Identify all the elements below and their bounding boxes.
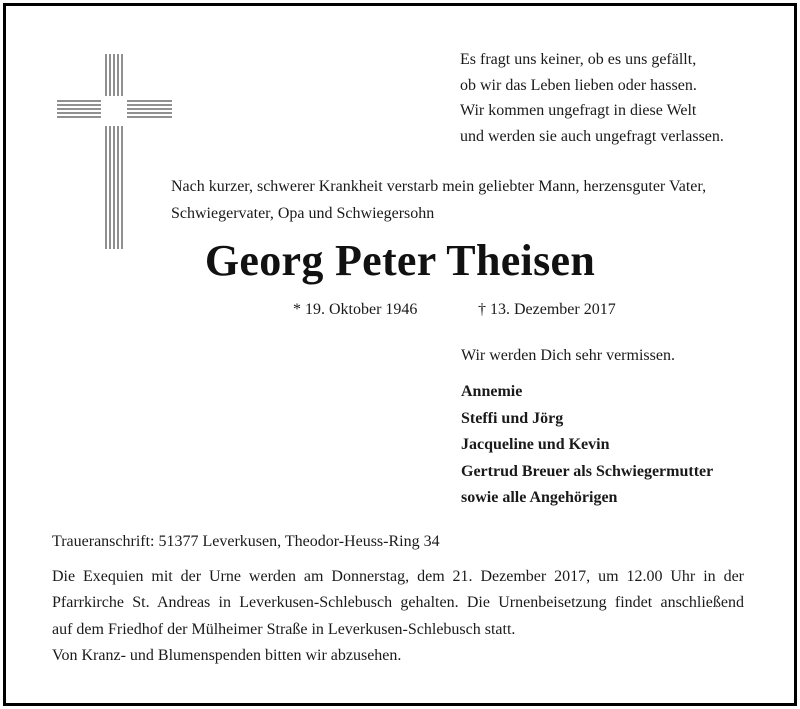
poem-line: Es fragt uns keiner, ob es uns gefällt, [460,51,697,68]
intro-text [171,173,706,227]
cross-icon [57,54,177,254]
intro-line: Schwiegervater, Opa und Schwiegersohn [171,205,435,222]
mourning-address: Traueranschrift: 51377 Leverkusen, Theodor-Heuss-Ring 34 [52,533,440,550]
miss-text: Wir werden Dich sehr vermissen. [461,347,675,364]
poem-line: und werden sie auch ungefragt verlassen. [460,127,724,145]
poem-line: Wir kommen ungefragt in diese Welt [460,102,697,119]
family-list [461,379,713,512]
intro-line: Nach kurzer, schwerer Krankheit verstarb mein geliebter Mann, herzensguter Vater, [171,178,707,195]
family-member: Annemie [461,383,523,400]
funeral-details [52,564,744,669]
family-member: sowie alle Angehörigen [461,489,618,506]
poem [460,47,724,149]
family-member: Steffi und Jörg [461,409,564,427]
details-line: Pfarrkirche St. Andreas in Leverkusen-Schlebusch gehalten. Die Urnenbeisetzung findet anschließend [52,594,744,612]
birth-date: * 19. Oktober 1946 [293,301,418,318]
details-line: Die Exequien mit der Urne werden am Donnerstag, dem 21. Dezember 2017, um 12.00 Uhr in der [52,568,744,585]
family-member: Jacqueline und Kevin [461,436,610,453]
poem-line: ob wir das Leben lieben oder hassen. [460,76,697,94]
death-date: † 13. Dezember 2017 [478,301,616,318]
details-line: auf dem Friedhof der Mülheimer Straße in Leverkusen-Schlebusch statt. [52,620,516,638]
deceased-name: Georg Peter Theisen [204,236,596,285]
family-member: Gertrud Breuer als Schwiegermutter [461,462,714,480]
details-line: Von Kranz- und Blumenspenden bitten wir abzusehen. [52,646,402,664]
